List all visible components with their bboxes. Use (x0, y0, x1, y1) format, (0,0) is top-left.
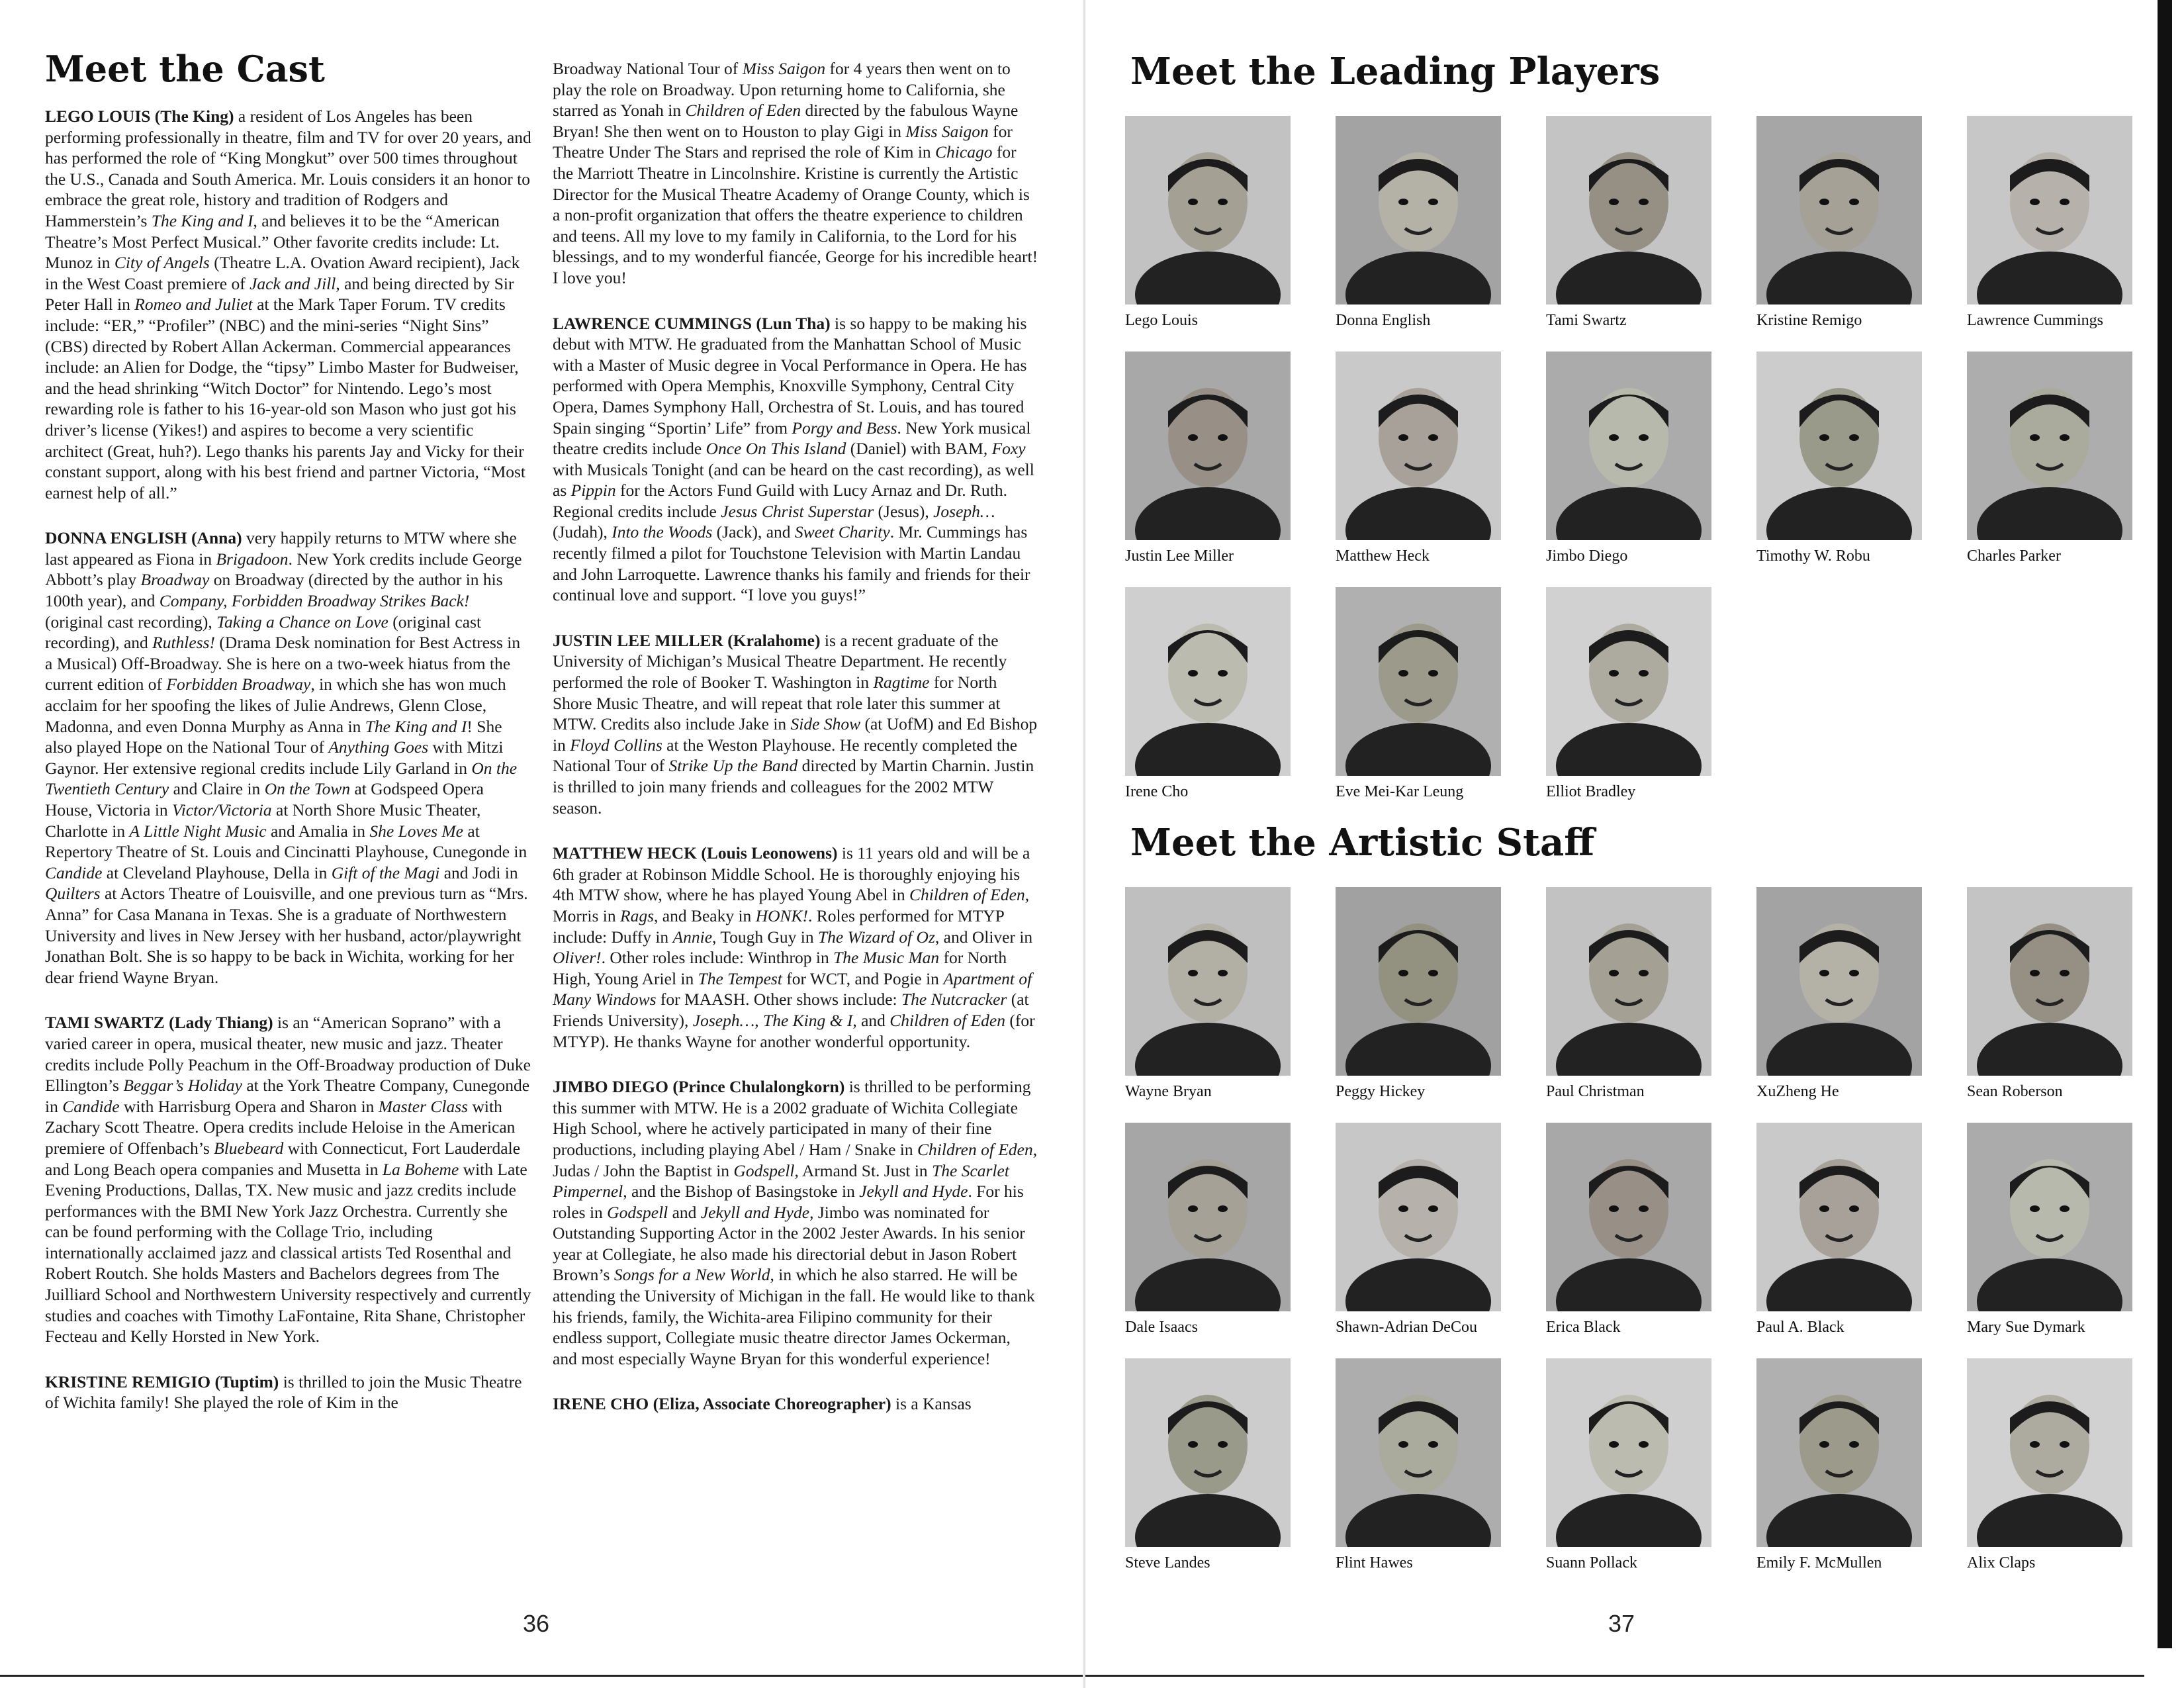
portrait-caption: Alix Claps (1967, 1554, 2036, 1571)
portrait-card (1546, 1123, 1731, 1336)
portrait-card (1546, 887, 1731, 1101)
cast-heading: Meet the Cast (45, 48, 325, 90)
portrait-caption: Irene Cho (1125, 783, 1189, 800)
headshot-photo (1336, 887, 1501, 1076)
headshot-photo (1546, 887, 1711, 1076)
headshot-photo (1125, 352, 1291, 540)
portrait-caption: Kristine Remigo (1756, 312, 1862, 329)
left-page (0, 0, 1085, 1688)
bio-paragraph (553, 630, 1039, 818)
bio-text: is so happy to be making his debut with MTW. He graduated from the Manhattan School of Music with a Master of Music degree in Vocal Performance in Opera. He has performed with Opera Memphis, Knoxville Symphony, Central City Opera, Dames Symphony Hall, Orchestra of St. Louis, and has toured Spain singing “Sportin’ Life” from Porgy and Bess. New York musical theatre credits include Once On This Island (Daniel) with BAM, Foxy with Musicals Tonight (and can be heard on the cast recording), as well as Pippin for the Actors Fund Guild with Lucy Arnaz and Dr. Ruth. Regional credits include Jesus Christ Superstar (Jesus), Joseph… (Judah), Into the Woods (Jack), and Sweet Charity. Mr. Cummings has recently filmed a pilot for Touchstone Television with Martin Landau and John Larroquette. Lawrence thanks his family and friends for their continual love and support. “I love you guys!” (553, 313, 1034, 605)
binding-edge (2158, 0, 2172, 1648)
portrait-caption: Erica Black (1546, 1319, 1621, 1336)
headshot-photo (1546, 587, 1711, 776)
bio-text: is a Kansas (891, 1394, 972, 1414)
portrait-card (1125, 1358, 1310, 1572)
portrait-caption: Donna English (1336, 312, 1431, 329)
bio-column-right (553, 58, 1039, 1439)
portrait-caption: Paul A. Black (1756, 1319, 1844, 1336)
headshot-photo (1756, 116, 1922, 305)
bio-paragraph (553, 843, 1039, 1052)
bio-paragraph (553, 1076, 1039, 1369)
bio-text: Broadway National Tour of Miss Saigon for 4 years then went on to play the role on Broadway. Upon returning home to California, she starred as Yonah in Children of Eden directed by the fabulous Wayne Bryan! She then went on to Houston to play Gigi in Miss Saigon for Theatre Under The Stars and reprised the role of Kim in Chicago for the Marriott Theatre in Lincolnshire. Kristine is currently the Artistic Director for the Musical Theatre Academy of Orange County, which is a non-profit organization that offers the theatre experience to children and teens. All my love to my family in California, to the Lord for his blessings, and to my wonderful fiancée, George for his incredible heart! I love you! (553, 59, 1038, 287)
portrait-caption: Tami Swartz (1546, 312, 1627, 329)
portrait-card (1125, 116, 1310, 330)
bio-paragraph (45, 1012, 531, 1347)
portrait-card (1336, 1123, 1521, 1336)
page-number-left: 36 (523, 1610, 550, 1637)
portrait-card (1546, 352, 1731, 565)
portrait-card (1336, 352, 1521, 565)
portrait-card (1967, 887, 2152, 1101)
bio-name: JUSTIN LEE MILLER (Kralahome) (553, 630, 821, 650)
portrait-caption: Paul Christman (1546, 1083, 1645, 1100)
headshot-photo (1756, 1358, 1922, 1547)
portrait-caption: XuZheng He (1756, 1083, 1839, 1100)
bio-name: LAWRENCE CUMMINGS (Lun Tha) (553, 313, 831, 333)
headshot-photo (1336, 1358, 1501, 1547)
bio-name: JIMBO DIEGO (Prince Chulalongkorn) (553, 1077, 845, 1097)
headshot-photo (1546, 352, 1711, 540)
portrait-caption: Matthew Heck (1336, 547, 1430, 565)
portrait-caption: Peggy Hickey (1336, 1083, 1426, 1100)
bio-text: is a recent graduate of the University of Michigan’s Musical Theatre Department. He recently performed the role of Booker T. Washington in Ragtime for North Shore Music Theatre, and will repeat that role later this summer at MTW. Credits also include Jake in Side Show (at UofM) and Ed Bishop in Floyd Collins at the Weston Playhouse. He recently completed the National Tour of Strike Up the Band directed by Martin Charnin. Justin is thrilled to join many friends and colleagues for the 2002 MTW season. (553, 630, 1038, 818)
portrait-caption: Steve Landes (1125, 1554, 1210, 1571)
portrait-caption: Eve Mei-Kar Leung (1336, 783, 1464, 800)
portrait-caption: Wayne Bryan (1125, 1083, 1212, 1100)
bio-name: IRENE CHO (Eliza, Associate Choreographer) (553, 1394, 891, 1414)
portrait-caption: Shawn-Adrian DeCou (1336, 1319, 1477, 1336)
bio-column-left (45, 106, 531, 1438)
portrait-card (1756, 116, 1942, 330)
portrait-caption: Lego Louis (1125, 312, 1198, 329)
bio-text: a resident of Los Angeles has been performing professionally in theatre, film and TV for over 20 years, and has performed the role of “King Mongkut” over 500 times throughout the U.S., Canada and South America. Mr. Louis considers it an honor to embrace the great role, history and tradition of Rodgers and Hammerstein’s The King and I, and believes it to be the “American Theatre’s Most Perfect Musical.” Other favorite credits include: Lt. Munoz in City of Angels (Theatre L.A. Ovation Award recipient), Jack in the West Coast premiere of Jack and Jill, and being directed by Sir Peter Hall in Romeo and Juliet at the Mark Taper Forum. TV credits include: “ER,” “Profiler” (NBC) and the mini-series “Night Sins” (CBS) directed by Robert Allan Ackerman. Commercial appearances include: an Alien for Dodge, the “tipsy” Limbo Master for Budweiser, and the head shrinking “Witch Doctor” for Nintendo. Lego’s most rewarding role is father to his 16-year-old son Mason who just got his driver’s license (Yikes!) and aspires to become a very scientific architect (Great, huh?). Lego thanks his parents Jay and Vicky for their constant support, along with his best friend and partner Victoria, “Most earnest help of all.” (45, 107, 531, 502)
portrait-caption: Lawrence Cummings (1967, 312, 2103, 329)
bio-text: very happily returns to MTW where she last appeared as Fiona in Brigadoon. New York credits include George Abbott’s play Broadway on Broadway (directed by the author in his 100th year), and Company, Forbidden Broadway Strikes Back! (original cast recording), Taking a Chance on Love (original cast recording), and Ruthless! (Drama Desk nomination for Best Actress in a Musical) Off-Broadway. She is here on a two-week hiatus from the current edition of Forbidden Broadway, in which she has won much acclaim for her spoofing the likes of Julie Andrews, Glenn Close, Madonna, and even Donna Murphy as Anna in The King and I! She also played Hope on the National Tour of Anything Goes with Mitzi Gaynor. Her extensive regional credits include Lily Garland in On the Twentieth Century and Claire in On the Town at Godspeed Opera House, Victoria in Victor/Victoria at North Shore Music Theater, Charlotte in A Little Night Music and Amalia in She Loves Me at Repertory Theatre of St. Louis and Cincinatti Playhouse, Cunegonde in Candide at Cleveland Playhouse, Della in Gift of the Magi and Jodi in Quilters at Actors Theatre of Louisville, and one previous turn as “Mrs. Anna” for Casa Manana in Texas. She is a graduate of Northwestern University and lives in New Jersey with her husband, actor/playwright Jonathan Bolt. She is so happy to be back in Wichita, working for her dear friend Wayne Bryan. (45, 528, 528, 987)
headshot-photo (1125, 887, 1291, 1076)
headshot-photo (1336, 1123, 1501, 1311)
headshot-photo (1125, 1358, 1291, 1547)
bio-name: MATTHEW HECK (Louis Leonowens) (553, 843, 838, 863)
portrait-caption: Mary Sue Dymark (1967, 1319, 2085, 1336)
bio-text: is thrilled to join the Music Theatre of Wichita family! She played the role of Kim in the (45, 1372, 522, 1413)
headshot-photo (1546, 1123, 1711, 1311)
portrait-card (1546, 116, 1731, 330)
bio-text: is an “American Soprano” with a varied career in opera, musical theater, new music and jazz. Theater credits include Polly Peachum in the Off-Broadway production of Duke Ellington’s Beggar’s Holiday at the York Theatre Company, Cunegonde in Candide with Harrisburg Opera and Sharon in Master Class with Zachary Scott Theatre. Opera credits include Heloise in the American premiere of Offenbach’s Bluebeard with Connecticut, Fort Lauderdale and Long Beach opera companies and Musetta in La Boheme with Late Evening Productions, Dallas, TX. New music and jazz credits include performances with the BMI New York Jazz Orchestra. Currently she can be found performing with the Collage Trio, including internationally acclaimed jazz and classical artists Ted Rosenthal and Robert Routch. She holds Masters and Bachelors degrees from The Juilliard School and Northwestern University respectively and currently studies and coaches with Timothy LaFontaine, Rita Shane, Christopher Fecteau and Kelly Horsted in New York. (45, 1013, 531, 1346)
headshot-photo (1967, 1358, 2132, 1547)
bio-paragraph (45, 106, 531, 503)
portrait-caption: Emily F. McMullen (1756, 1554, 1882, 1571)
portrait-caption: Sean Roberson (1967, 1083, 2063, 1100)
bio-paragraph (553, 313, 1039, 606)
headshot-photo (1967, 116, 2132, 305)
portrait-caption: Dale Isaacs (1125, 1319, 1198, 1336)
portrait-caption: Elliot Bradley (1546, 783, 1636, 800)
portrait-card (1125, 887, 1310, 1101)
portrait-card (1756, 352, 1942, 565)
leading-players-heading: Meet the Leading Players (1130, 50, 1661, 93)
headshot-photo (1967, 1123, 2132, 1311)
portrait-caption: Charles Parker (1967, 547, 2061, 565)
bio-paragraph (553, 1393, 1039, 1415)
portrait-caption: Jimbo Diego (1546, 547, 1628, 565)
bio-name: KRISTINE REMIGIO (Tuptim) (45, 1372, 279, 1391)
headshot-photo (1336, 116, 1501, 305)
portrait-card (1967, 1123, 2152, 1336)
portrait-card (1336, 587, 1521, 801)
headshot-photo (1756, 352, 1922, 540)
headshot-photo (1967, 887, 2132, 1076)
artistic-staff-heading: Meet the Artistic Staff (1130, 821, 1595, 865)
bio-text: is 11 years old and will be a 6th grader at Robinson Middle School. He is thoroughly enjoying his 4th MTW show, where he has played Young Abel in Children of Eden, Morris in Rags, and Beaky in HONK!. Roles performed for MTYP include: Duffy in Annie, Tough Guy in The Wizard of Oz, and Oliver in Oliver!. Other roles include: Winthrop in The Music Man for North High, Young Ariel in The Tempest for WCT, and Pogie in Apartment of Many Windows for MAASH. Other shows include: The Nutcracker (at Friends University), Joseph…, The King & I, and Children of Eden (for MTYP). He thanks Wayne for another wonderful opportunity. (553, 843, 1035, 1051)
bio-name: LEGO LOUIS (The King) (45, 107, 234, 126)
headshot-photo (1546, 1358, 1711, 1547)
headshot-photo (1125, 587, 1291, 776)
portrait-card (1546, 587, 1731, 801)
bottom-rule-left (0, 1675, 1083, 1677)
portrait-card (1756, 1123, 1942, 1336)
portrait-card (1125, 1123, 1310, 1336)
portrait-caption: Flint Hawes (1336, 1554, 1413, 1571)
portrait-card (1756, 1358, 1942, 1572)
portrait-card (1336, 887, 1521, 1101)
bottom-rule-right (1085, 1675, 2144, 1677)
headshot-photo (1756, 1123, 1922, 1311)
bio-name: DONNA ENGLISH (Anna) (45, 528, 242, 548)
portrait-card (1125, 587, 1310, 801)
portrait-caption: Justin Lee Miller (1125, 547, 1234, 565)
headshot-photo (1125, 1123, 1291, 1311)
headshot-photo (1756, 887, 1922, 1076)
portrait-caption: Suann Pollack (1546, 1554, 1637, 1571)
bio-paragraph (553, 58, 1039, 289)
portrait-card (1756, 887, 1942, 1101)
headshot-photo (1336, 587, 1501, 776)
portrait-card (1336, 1358, 1521, 1572)
bio-name: TAMI SWARTZ (Lady Thiang) (45, 1013, 273, 1033)
headshot-photo (1125, 116, 1291, 305)
portrait-card (1336, 116, 1521, 330)
bio-paragraph (45, 528, 531, 988)
portrait-card (1967, 1358, 2152, 1572)
headshot-photo (1336, 352, 1501, 540)
headshot-photo (1967, 352, 2132, 540)
portrait-card (1967, 352, 2152, 565)
portrait-caption: Timothy W. Robu (1756, 547, 1870, 565)
portrait-card (1546, 1358, 1731, 1572)
headshot-photo (1546, 116, 1711, 305)
portrait-card (1125, 352, 1310, 565)
page-number-right: 37 (1608, 1610, 1635, 1637)
bio-paragraph (45, 1372, 531, 1413)
bio-text: is thrilled to be performing this summer with MTW. He is a 2002 graduate of Wichita Collegiate High School, where he actively participated in many of their fine productions, including playing Abel / Ham / Snake in Children of Eden, Judas / John the Baptist in Godspell, Armand St. Just in The Scarlet Pimpernel, and the Bishop of Basingstoke in Jekyll and Hyde. For his roles in Godspell and Jekyll and Hyde, Jimbo was nominated for Outstanding Supporting Actor in the 2002 Jester Awards. In his senior year at Collegiate, he also made his directorial debut in Jason Robert Brown’s Songs for a New World, in which he also starred. He will be attending the University of Michigan in the fall. He would like to thank his friends, family, the Wichita-area Filipino community for their endless support, Collegiate music theatre director James Ockerman, and most especially Wayne Bryan for this wonderful experience! (553, 1077, 1038, 1368)
portrait-card (1967, 116, 2152, 330)
